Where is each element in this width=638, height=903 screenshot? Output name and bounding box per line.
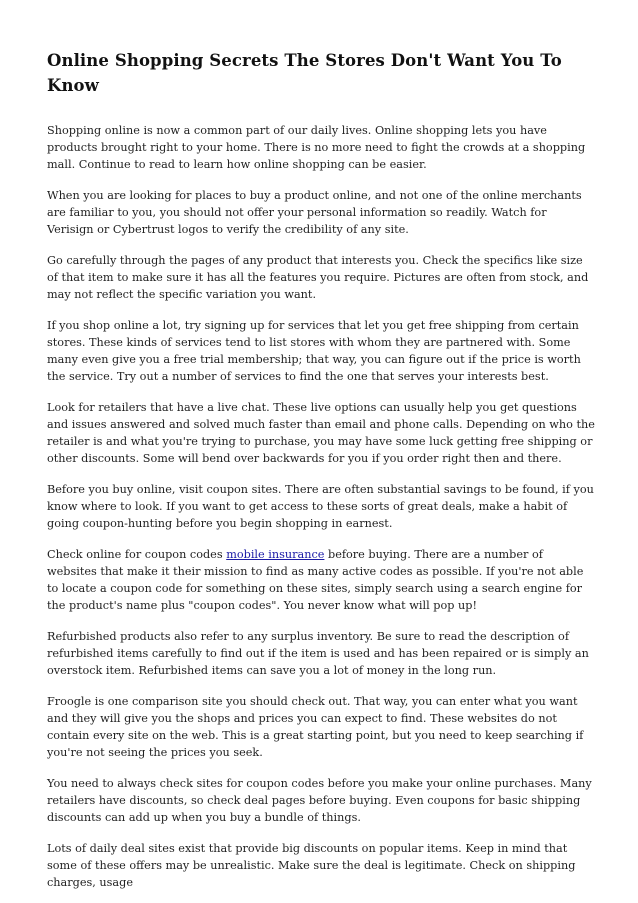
paragraph-2: When you are looking for places to buy a product online, and not one of the online merchants are familiar to you, you should not offer your personal information so readily. Watch for Verisign or Cybertrust logos to verify the credibility of any site. — [47, 189, 582, 236]
paragraph-10: You need to always check sites for coupon codes before you make your online purchases. Many retailers have discounts, so check deal pages before buying. Even coupons for basic shipping discounts can add up when you buy a bundle of things. — [47, 777, 592, 824]
paragraph-11: Lots of daily deal sites exist that provide big discounts on popular items. Keep in mind that some of these offers may be unrealistic. Make sure the deal is legitimate. Check on shipping charges, usage — [47, 842, 576, 889]
paragraph-7-after: before buying. There are a number of websites that make it their mission to find as many active codes as possible. If you're not able to locate a coupon code for something on these sites, simply search using a search engine for the product's name plus "coupon codes". You never know what will pop up! — [47, 548, 584, 612]
paragraph-1: Shopping online is now a common part of our daily lives. Online shopping lets you have products brought right to your home. There is no more need to fight the crowds at a shopping mall. Continue to read to learn how online shopping can be easier. — [47, 124, 586, 171]
paragraph-5: Look for retailers that have a live chat. These live options can usually help you get questions and issues answered and solved much faster than email and phone calls. Depending on who the retailer is and what you're trying to purchase, you may have some luck getting free shipping or other discounts. Some will bend over backwards for you if you order right then and there. — [47, 401, 595, 465]
paragraph-8: Refurbished products also refer to any surplus inventory. Be sure to read the description of refurbished items carefully to find out if the item is used and has been repaired or is simply an overstock item. Refurbished items can save you a lot of money in the long run. — [47, 630, 589, 677]
paragraph-4: If you shop online a lot, try signing up for services that let you get free shipping from certain stores. These kinds of services tend to list stores with whom they are partnered with. Some many even give you a free trial membership; that way, you can figure out if the price is worth the service. Try out a number of services to find the one that serves your interests best. — [47, 319, 581, 383]
document-title: Online Shopping Secrets The Stores Don't Want You To Know — [47, 51, 562, 95]
paragraph-7-before: Check online for coupon codes — [47, 548, 227, 561]
document-body — [47, 122, 595, 891]
paragraph-6: Before you buy online, visit coupon sites. There are often substantial savings to be found, if you know where to look. If you want to get access to these sorts of great deals, make a habit of going coupon-hunting before you begin shopping in earnest. — [47, 483, 594, 530]
document-content — [47, 48, 595, 903]
paragraph-3: Go carefully through the pages of any product that interests you. Check the specifics like size of that item to make sure it has all the features you require. Pictures are often from stock, and may not reflect the specific variation you want. — [47, 254, 589, 301]
paragraph-7 — [47, 546, 595, 614]
mobile-insurance-link[interactable]: mobile insurance — [226, 548, 325, 561]
paragraph-9: Froogle is one comparison site you should check out. That way, you can enter what you want and they will give you the shops and prices you can expect to find. These websites do not contain every site on the web. This is a great starting point, but you need to keep searching if you're not seeing the prices you seek. — [47, 695, 584, 759]
